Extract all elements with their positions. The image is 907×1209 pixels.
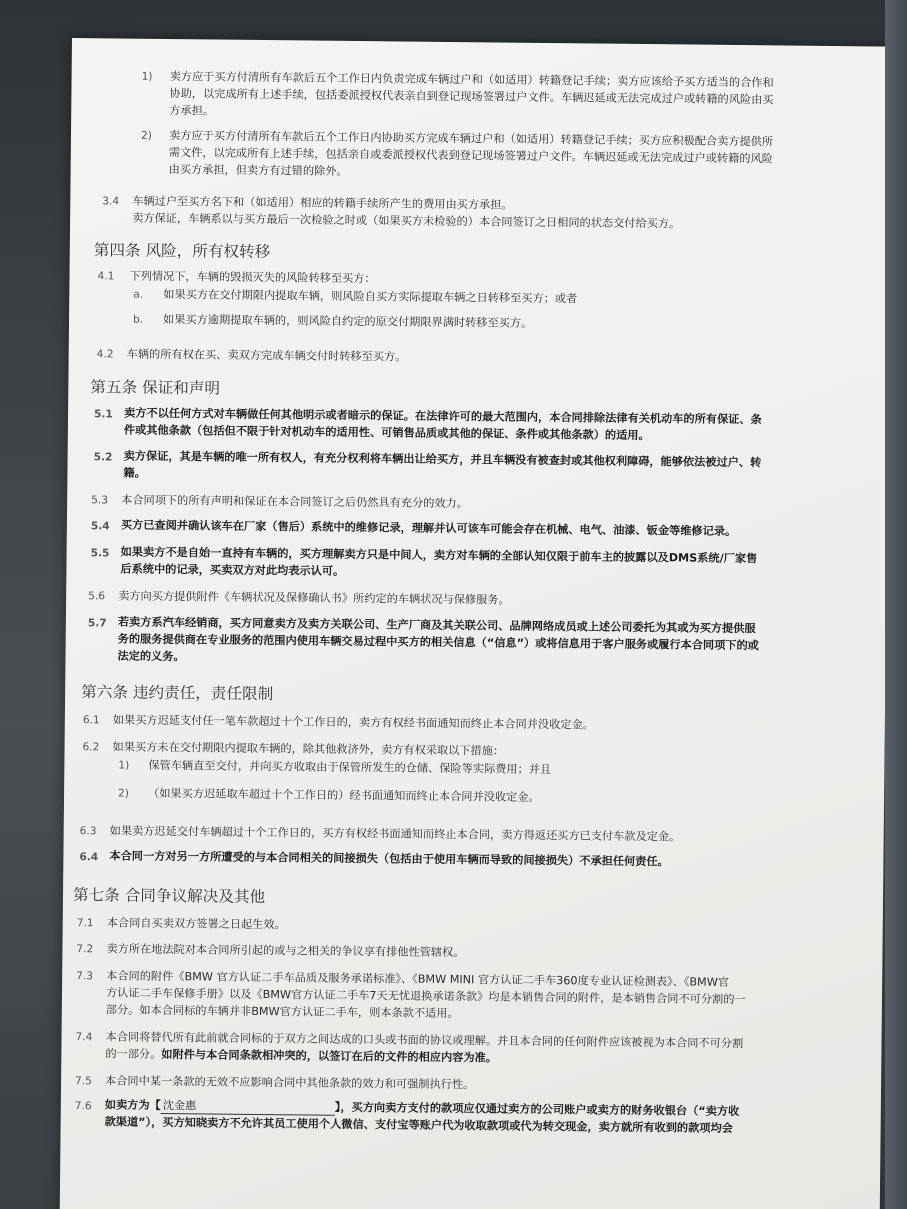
item-number: 1) xyxy=(118,759,130,772)
item-letter: a. xyxy=(133,288,144,301)
clause-text: 卖方不以任何方式对车辆做任何其他明示或者暗示的保证。在法律许可的最大范围内，本合同排除法律有关机动车的所有保证、条 xyxy=(124,406,762,427)
clause-text: 本合同一方对另一方所遭受的与本合同相关的间接损失（包括由于使用车辆而导致的间接损失）不承担任何责任。 xyxy=(109,849,669,869)
clause-number: 4.2 xyxy=(96,348,114,361)
clause-text-bold: 如附件与本合同条款相冲突的，以签订在后的文件的相应内容为准。 xyxy=(161,1047,498,1065)
clause-text: 卖方向买方提供附件《车辆状况及保修确认书》所约定的车辆状况与保修服务。 xyxy=(118,589,510,607)
item-number: 2) xyxy=(140,129,152,142)
clause-number: 7.1 xyxy=(76,917,94,930)
clause-text: 卖方保证，车辆系以与买方最后一次检验之时或（如果买方未检验的）本合同签订之日相同的状态交付给买方。 xyxy=(132,211,681,231)
clause-text: 如果买方未在交付期限内提取车辆的，除其他救济外，卖方有权采取以下措施： xyxy=(112,740,505,758)
clause-text-pre: 如卖方为【 xyxy=(104,1098,161,1112)
clause-text: 如果卖方不是自始一直持有车辆的，买方理解卖方只是中间人，卖方对车辆的全部认知仅限于前车主的披露以及DMS系统/厂家售 xyxy=(120,545,758,566)
clause-number: 5.6 xyxy=(88,590,106,603)
clause-number: 5.3 xyxy=(91,494,109,507)
clause-number: 5.5 xyxy=(90,547,110,560)
clause-number: 3.4 xyxy=(102,195,120,208)
clause-text: 本合同中某一条款的无效不应影响合同中其他条款的效力和可强制执行性。 xyxy=(105,1074,475,1092)
clause-text: 若卖方系汽车经销商，买方同意卖方及卖方关联公司、生产厂商及其关联公司、品牌网络成员或上述公司委托为其或为买方提供服 xyxy=(117,615,756,636)
clause-text: 下列情况下，车辆的毁损灭失的风险转移至买方： xyxy=(129,269,376,286)
clause-text: 如果买方迟延支付任一笔车款超过十个工作日的，卖方有权经书面通知而终止本合同并没收定金。 xyxy=(112,713,594,732)
background-edge xyxy=(885,0,907,1209)
article-heading: 第六条 违约责任，责任限制 xyxy=(81,683,274,704)
clause-text: 务的服务提供商在专业服务的范围内使用车辆交易过程中买方的相关信息（“信息”）或将信息用于客户服务或履行本合同项下的或 xyxy=(117,632,759,653)
clause-number: 7.4 xyxy=(75,1031,93,1044)
clause-text: 如果买方逾期提取车辆的，则风险自约定的原交付期限界满时转移至买方。 xyxy=(162,312,533,330)
paragraph-line: 由买方承担，但卖方有过错的除外。 xyxy=(168,163,348,178)
clause-number: 6.2 xyxy=(82,741,100,754)
clause-number: 6.3 xyxy=(79,825,97,838)
clause-number: 5.2 xyxy=(93,451,113,464)
clause-number: 4.1 xyxy=(97,270,115,283)
item-letter: b. xyxy=(132,313,144,326)
clause-number: 5.7 xyxy=(87,617,107,630)
clause-text: 本合同将替代所有此前就合同标的于双方之间达成的口头或书面的协议或理解。并且本合同的任何附件应该被视为本合同不可分割 xyxy=(105,1030,744,1051)
article-heading: 第四条 风险，所有权转移 xyxy=(93,241,271,262)
clause-number: 7.3 xyxy=(76,970,94,983)
clause-text: 籍。 xyxy=(123,466,146,480)
item-number: 1) xyxy=(141,70,153,83)
paragraph-line: 卖方应于买方付清所有车款后五个工作日内协助买方完成车辆过户和（如适用）转籍登记手续；买方应积极配合卖方提供所 xyxy=(168,129,774,149)
paragraph-line: 卖方应于买方付清所有车款后五个工作日内负责完成车辆过户和（如适用）转籍登记手续；卖方应该给予买方适当的合作和 xyxy=(169,70,774,90)
clause-text: （如果买方迟延取车超过十个工作日的）经书面通知而终止本合同并没收定金。 xyxy=(148,786,540,804)
paragraph-line: 协助，以完成所有上述手续，包括委派授权代表亲自到登记现场签署过户文件。车辆迟延或无法完成过户或转籍的风险由买 xyxy=(169,87,774,107)
clause-text: 方认证二手车保修手册》以及《BMW官方认证二手车7天无忧退换承诺条款》均是本销售合同的附件，是本销售合同不可分割的一 xyxy=(105,986,746,1007)
clause-text: 本合同项下的所有声明和保证在本合同签订之后仍然具有充分的效力。 xyxy=(121,493,469,511)
clause-number: 5.1 xyxy=(93,408,113,421)
clause-number: 6.4 xyxy=(79,851,99,864)
article-heading: 第七条 合同争议解决及其他 xyxy=(72,886,266,907)
clause-text: 保管车辆直至交付，并向买方收取由于保管所发生的仓储、保险等实际费用；并且 xyxy=(148,758,552,777)
clause-text: 如果卖方迟延交付车辆超过十个工作日的，买方有权经书面通知而终止本合同，卖方得返还买方已支付车款及定金。 xyxy=(109,824,681,844)
clause-text: 部分。如本合同标的车辆并非BMW官方认证二手车，则本条款不适用。 xyxy=(105,1003,459,1021)
clause-text: 后系统中的记录，买卖双方对此均表示认可。 xyxy=(120,562,345,578)
seller-name-field: 沈金惠 xyxy=(161,1099,335,1116)
clause-text: 卖方所在地法院对本合同所引起的或与之相关的争议享有排他性管辖权。 xyxy=(106,942,465,960)
clause-number: 5.4 xyxy=(90,520,110,533)
clause-text-normal: 的一部分。 xyxy=(105,1047,162,1061)
item-number: 2) xyxy=(118,787,130,800)
clause-text: 法定的义务。 xyxy=(117,649,185,664)
clause-text: 如果买方在交付期限内提取车辆，则风险自买方实际提取车辆之日转移至买方；或者 xyxy=(163,287,578,306)
clause-text-post: 】，买方向卖方支付的款项应仅通过卖方的公司账户或卖方的财务收银台（“卖方收 xyxy=(334,1100,740,1119)
clause-text: 本合同的附件《BMW 官方认证二手车品质及服务承诺标准》、《BMW MINI 官方认证二手车360度专业认证检测表》、《BMW官 xyxy=(106,969,730,989)
clause-text: 款渠道”），买方知晓卖方不允许其员工使用个人微信、支付宝等账户代为收取款项或代为转交现金，卖方就所有收到的款项均会 xyxy=(104,1115,733,1135)
paragraph-line: 方承担。 xyxy=(169,104,215,118)
clause-text: 件或其他条款（包括但不限于针对机动车的适用性、可销售品质或其他的保证、条件或其他条款）的适用。 xyxy=(123,423,650,443)
clause-number: 7.6 xyxy=(74,1100,92,1113)
clause-text: 本合同自买卖双方签署之日起生效。 xyxy=(106,916,286,932)
clause-text: 买方已查阅并确认该车在厂家（售后）系统中的维修记录，理解并认可该车可能会存在机械、电气、油漆、钣金等维修记录。 xyxy=(120,518,737,538)
clause-text xyxy=(105,1047,497,1065)
paragraph-line: 需文件，以完成所有上述手续，包括亲自或委派授权代表到登记现场签署过户文件。车辆迟延或无法完成过户或转籍的风险 xyxy=(168,146,773,166)
clause-number: 7.5 xyxy=(75,1075,92,1088)
article-heading: 第五条 保证和声明 xyxy=(90,378,221,398)
contract-page xyxy=(59,38,892,1209)
clause-number: 6.1 xyxy=(82,714,100,727)
clause-text: 车辆过户至买方名下和（如适用）相应的转籍手续所产生的费用由买方承担。 xyxy=(132,194,513,212)
clause-text: 车辆的所有权在买、卖双方完成车辆交付时转移至买方。 xyxy=(126,347,407,364)
clause-number: 7.2 xyxy=(76,943,94,956)
clause-text: 卖方保证，其是车辆的唯一所有权人，有充分权利将车辆出让给买方，并且车辆没有被查封或其他权利障碍，能够依法被过户、转 xyxy=(123,449,762,470)
